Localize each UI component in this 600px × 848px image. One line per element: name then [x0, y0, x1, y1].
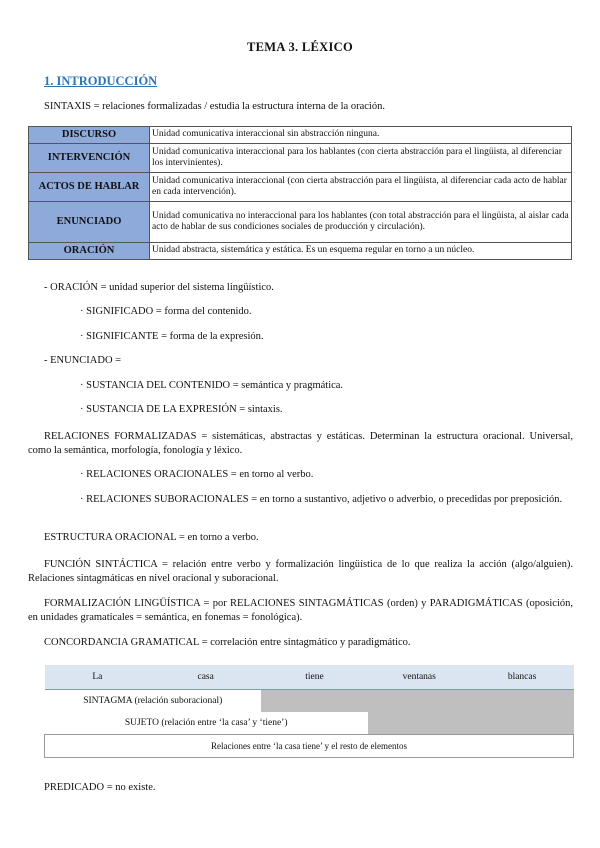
table-row	[45, 690, 574, 713]
example-table	[44, 665, 574, 758]
sustancia-contenido: · SUSTANCIA DEL CONTENIDO = semántica y pragmática.	[80, 380, 344, 391]
relaciones-formalizadas: RELACIONES FORMALIZADAS = sistemáticas, abstractas y estáticas. Determinan la estructura oracional. Universal, como la semántica, morfología, fonología y léxico.	[28, 431, 573, 456]
definition-cell: Unidad comunicativa interaccional (con cierta abstracción para el lingüista, al diferenciar cada acto de hablar en cada intervención).	[150, 173, 572, 202]
table-row	[29, 173, 572, 202]
empty-gray-cell	[261, 690, 573, 713]
term-cell: INTERVENCIÓN	[29, 144, 150, 173]
empty-gray-cell	[368, 712, 574, 735]
formalizacion-linguistica: FORMALIZACIÓN LINGÜÍSTICA = por RELACIONES SINTAGMÁTICAS (orden) y PARADIGMÁTICAS (oposición, en unidades gramaticales = semántica, en fonemas = fonológica).	[28, 598, 573, 623]
sujeto-cell: SUJETO (relación entre ‘la casa’ y ‘tiene’)	[124, 718, 288, 728]
estructura-oracional: ESTRUCTURA ORACIONAL = en torno a verbo.	[44, 532, 259, 543]
table-row	[45, 735, 574, 758]
table-row	[29, 144, 572, 173]
predicado-definition: PREDICADO = no existe.	[44, 782, 156, 793]
significante-definition: · SIGNIFICANTE = forma de la expresión.	[80, 331, 264, 342]
term-cell: ENUNCIADO	[29, 202, 150, 243]
word-cell: tiene	[261, 665, 368, 690]
table-row	[45, 712, 574, 735]
table-row	[29, 202, 572, 243]
section-heading: 1. INTRODUCCIÓN	[44, 74, 158, 88]
definition-cell: Unidad comunicativa interaccional sin abstracción ninguna.	[150, 127, 572, 144]
oracion-definition: - ORACIÓN = unidad superior del sistema lingüístico.	[44, 282, 274, 293]
word-cell: ventanas	[368, 665, 471, 690]
term-cell: DISCURSO	[29, 127, 150, 144]
word-cell: casa	[150, 665, 261, 690]
table-row	[29, 243, 572, 260]
definition-cell: Unidad comunicativa no interaccional para los hablantes (con total abstracción para el lingüista, al aislar cada acto de hablar de sus condiciones sociales de producción y circulación).	[150, 202, 572, 243]
sintagma-cell: SINTAGMA (relación suboracional)	[83, 696, 223, 706]
definition-cell: Unidad comunicativa interaccional para los hablantes (con cierta abstracción para el lingüista, al diferenciar los intervinientes).	[150, 144, 572, 173]
word-cell: La	[45, 665, 151, 690]
funcion-sintactica: FUNCIÓN SINTÁCTICA = relación entre verbo y formalización lingüística de lo que realiza la acción (algo/alguien). Relaciones sintagmáticas en nivel oracional y suboracional.	[28, 559, 573, 584]
definition-cell: Unidad abstracta, sistemática y estática. Es un esquema regular en torno a un núcleo.	[150, 243, 572, 260]
relaciones-suboracionales: · RELACIONES SUBORACIONALES = en torno a sustantivo, adjetivo o adverbio, o precedidas por preposición.	[80, 494, 563, 505]
term-cell: ACTOS DE HABLAR	[29, 173, 150, 202]
term-cell: ORACIÓN	[29, 243, 150, 260]
table-row	[45, 665, 574, 690]
sustancia-expresion: · SUSTANCIA DE LA EXPRESIÓN = sintaxis.	[80, 404, 283, 415]
significado-definition: · SIGNIFICADO = forma del contenido.	[80, 306, 252, 317]
page-title: TEMA 3. LÉXICO	[247, 40, 353, 54]
relaciones-oracionales: · RELACIONES ORACIONALES = en torno al verbo.	[80, 469, 314, 480]
definitions-table	[28, 126, 572, 260]
table-row	[29, 127, 572, 144]
concordancia-gramatical: CONCORDANCIA GRAMATICAL = correlación entre sintagmático y paradigmático.	[44, 637, 411, 648]
relaciones-cell: Relaciones entre ‘la casa tiene’ y el resto de elementos	[45, 735, 574, 758]
word-cell: blancas	[471, 665, 574, 690]
enunciado-heading: - ENUNCIADO =	[44, 355, 122, 366]
sintaxis-definition: SINTAXIS = relaciones formalizadas / estudia la estructura interna de la oración.	[44, 101, 385, 112]
